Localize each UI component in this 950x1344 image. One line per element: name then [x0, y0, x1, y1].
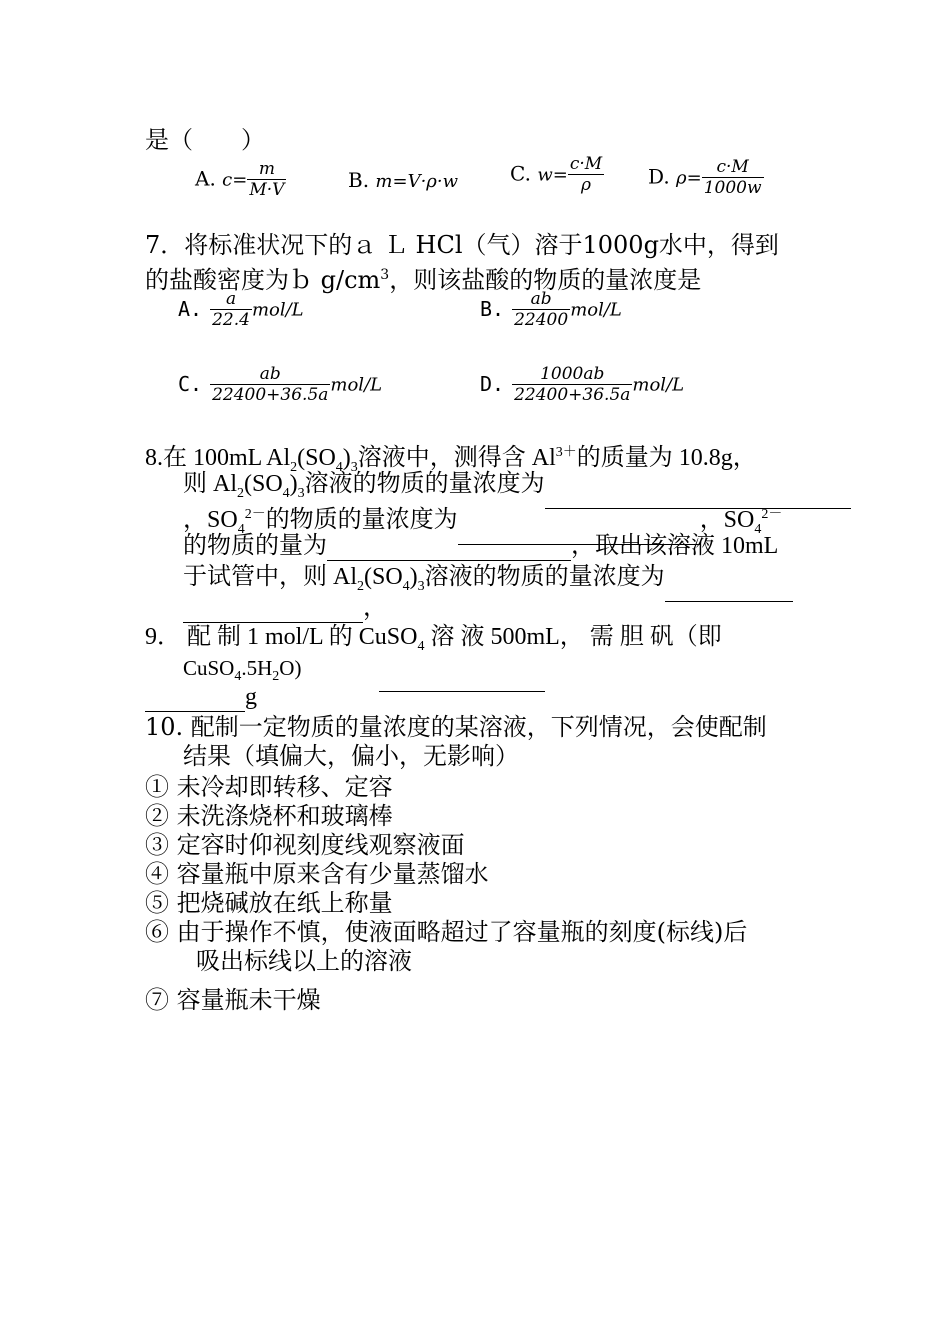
- answer-blank[interactable]: [183, 598, 363, 623]
- answer-blank[interactable]: [379, 667, 545, 692]
- fraction: [247, 160, 286, 200]
- fraction: [512, 365, 632, 405]
- q9-text: O): [279, 656, 302, 680]
- subscript: 4: [754, 521, 762, 537]
- option-label: A.: [195, 166, 216, 191]
- q8-text: 溶液的物质的量浓度为: [424, 564, 665, 590]
- q10-line-2: 结果（填偏大，偏小，无影响）: [183, 742, 519, 770]
- q7-option-c: [178, 365, 382, 405]
- q6-tail: 是（ ）: [145, 126, 265, 154]
- superscript: 2－: [244, 507, 266, 522]
- option-label: C.: [510, 161, 531, 186]
- subscript: 2: [290, 459, 298, 475]
- numerator: a: [225, 289, 237, 309]
- fraction: [210, 365, 330, 405]
- subscript: 3: [350, 459, 358, 475]
- denominator: 22400: [514, 310, 569, 330]
- denominator: 22.4: [212, 310, 250, 330]
- subscript: 4: [402, 578, 410, 594]
- numerator: ab: [259, 364, 281, 384]
- q7-text: 的盐酸密度为ｂ g/cm: [145, 266, 381, 294]
- q10-item-1: ① 未冷却即转移、定容: [145, 773, 393, 801]
- q7-option-a: [178, 290, 304, 330]
- q7-text: ，则该盐酸的物质的量浓度是: [389, 266, 702, 294]
- q10-item-4: ④ 容量瓶中原来含有少量蒸馏水: [145, 860, 489, 888]
- subscript: 4: [234, 669, 242, 685]
- q8-text: ，SO: [183, 507, 238, 533]
- q9-text: .5H: [241, 656, 273, 680]
- numerator: m: [258, 159, 275, 179]
- subscript: 2: [272, 669, 280, 685]
- formula-lhs: ρ=: [676, 167, 702, 189]
- q7-line-1: 7．将标准状况下的ａ Ｌ HCl（气）溶于1000g水中，得到: [145, 231, 779, 259]
- numerator: c·M: [569, 154, 603, 174]
- denominator: ρ: [568, 174, 604, 195]
- option-label: C.: [178, 371, 203, 396]
- denominator: 22400+36.5a: [514, 385, 631, 405]
- option-label: B.: [480, 296, 505, 321]
- q9-text: g: [245, 684, 257, 710]
- q8-text: 溶液中，测得含 Al: [357, 445, 556, 471]
- q9-line-3: [145, 682, 257, 712]
- q8-text: 则 Al: [183, 471, 237, 497]
- formula-lhs: c=: [222, 169, 248, 191]
- fraction: [210, 290, 252, 330]
- subscript: 4: [237, 521, 245, 537]
- answer-blank[interactable]: [327, 536, 571, 561]
- q10-item-7: ⑦ 容量瓶未干燥: [145, 986, 321, 1014]
- subscript: 4: [335, 459, 343, 475]
- option-label: B.: [348, 168, 370, 192]
- q8-text: ，SO: [699, 507, 755, 533]
- numerator: c·M: [716, 157, 749, 177]
- q10-item-6: ⑥ 由于操作不慎，使液面略超过了容量瓶的刻度(标线)后: [145, 918, 748, 946]
- subscript: 4: [417, 638, 425, 654]
- unit: mol/L: [251, 299, 304, 321]
- q8-text: 的物质的量浓度为: [265, 507, 458, 533]
- q8-line-2: 则 $Al_2(SO_4)_3$溶液的物质的量浓度为: [183, 469, 851, 509]
- q8-text: ，取出该溶液 10mL: [571, 533, 779, 559]
- q7-option-b: [480, 290, 622, 330]
- subscript: 2: [237, 485, 244, 501]
- q10-item-6-continued: 吸出标线以上的溶液: [196, 947, 412, 975]
- option-label: A.: [178, 296, 203, 321]
- q10-item-5: ⑤ 把烧碱放在纸上称量: [145, 889, 393, 917]
- superscript: 2－: [761, 507, 783, 522]
- numerator: 1000ab: [540, 364, 605, 384]
- q8-text: 8.在 100mL Al: [145, 445, 291, 471]
- answer-blank[interactable]: [665, 577, 793, 602]
- unit: mol/L: [330, 374, 383, 396]
- fraction: [568, 155, 604, 195]
- option-label: D.: [480, 371, 505, 396]
- q6-option-d: [648, 158, 764, 198]
- fraction: [702, 158, 764, 198]
- q8-text: 溶液的物质的量浓度为: [304, 471, 545, 497]
- q8-text: ，: [363, 595, 387, 621]
- fraction: [512, 290, 570, 330]
- q9-text: CuSO: [183, 656, 235, 680]
- subscript: 4: [282, 485, 290, 501]
- superscript: 3: [380, 267, 390, 283]
- q6-option-b: [348, 168, 458, 192]
- denominator: 1000w: [703, 178, 762, 198]
- subscript: 3: [417, 578, 425, 594]
- q8-line-6: [183, 593, 387, 623]
- unit: mol/L: [570, 299, 622, 321]
- q8-text: 的质量为 10.8g，: [576, 445, 757, 471]
- subscript: 3: [297, 485, 305, 501]
- formula: m=V·ρ·w: [375, 171, 459, 192]
- superscript: 3＋: [555, 445, 577, 460]
- answer-blank[interactable]: [145, 687, 245, 712]
- q8-text: 的物质的量为: [183, 533, 327, 559]
- denominator: M·V: [249, 180, 285, 200]
- q8-line-5: 于试管中，则 $Al_2(SO_4)_3$溶液的物质的量浓度为: [183, 562, 793, 602]
- q6-option-a: [195, 160, 286, 200]
- q8-line-4: [183, 531, 778, 561]
- q10-item-2: ② 未洗涤烧杯和玻璃棒: [145, 802, 393, 830]
- q8-text: 于试管中，则 Al: [183, 564, 357, 590]
- numerator: ab: [530, 289, 552, 309]
- option-label: D.: [648, 164, 670, 189]
- q8-line-1: 8.在 100mL $Al_2(SO_4)_3$溶液中，测得含 $Al^{3+}$的质量为 10.8g，: [145, 445, 757, 475]
- q7-option-d: [480, 365, 684, 405]
- q10-line-1: 10. 配制一定物质的量浓度的某溶液，下列情况，会使配制: [145, 713, 767, 741]
- q9-text: 9． 配 制 1 mol/L 的 CuSO: [145, 624, 418, 650]
- q6-option-c: [510, 155, 604, 195]
- q10-item-3: ③ 定容时仰视刻度线观察液面: [145, 831, 465, 859]
- q9-text: 溶 液 500mL， 需 胆 矾（即: [430, 624, 722, 650]
- unit: mol/L: [632, 374, 685, 396]
- formula-lhs: w=: [537, 164, 568, 186]
- subscript: 2: [357, 578, 364, 594]
- denominator: 22400+36.5a: [212, 385, 329, 405]
